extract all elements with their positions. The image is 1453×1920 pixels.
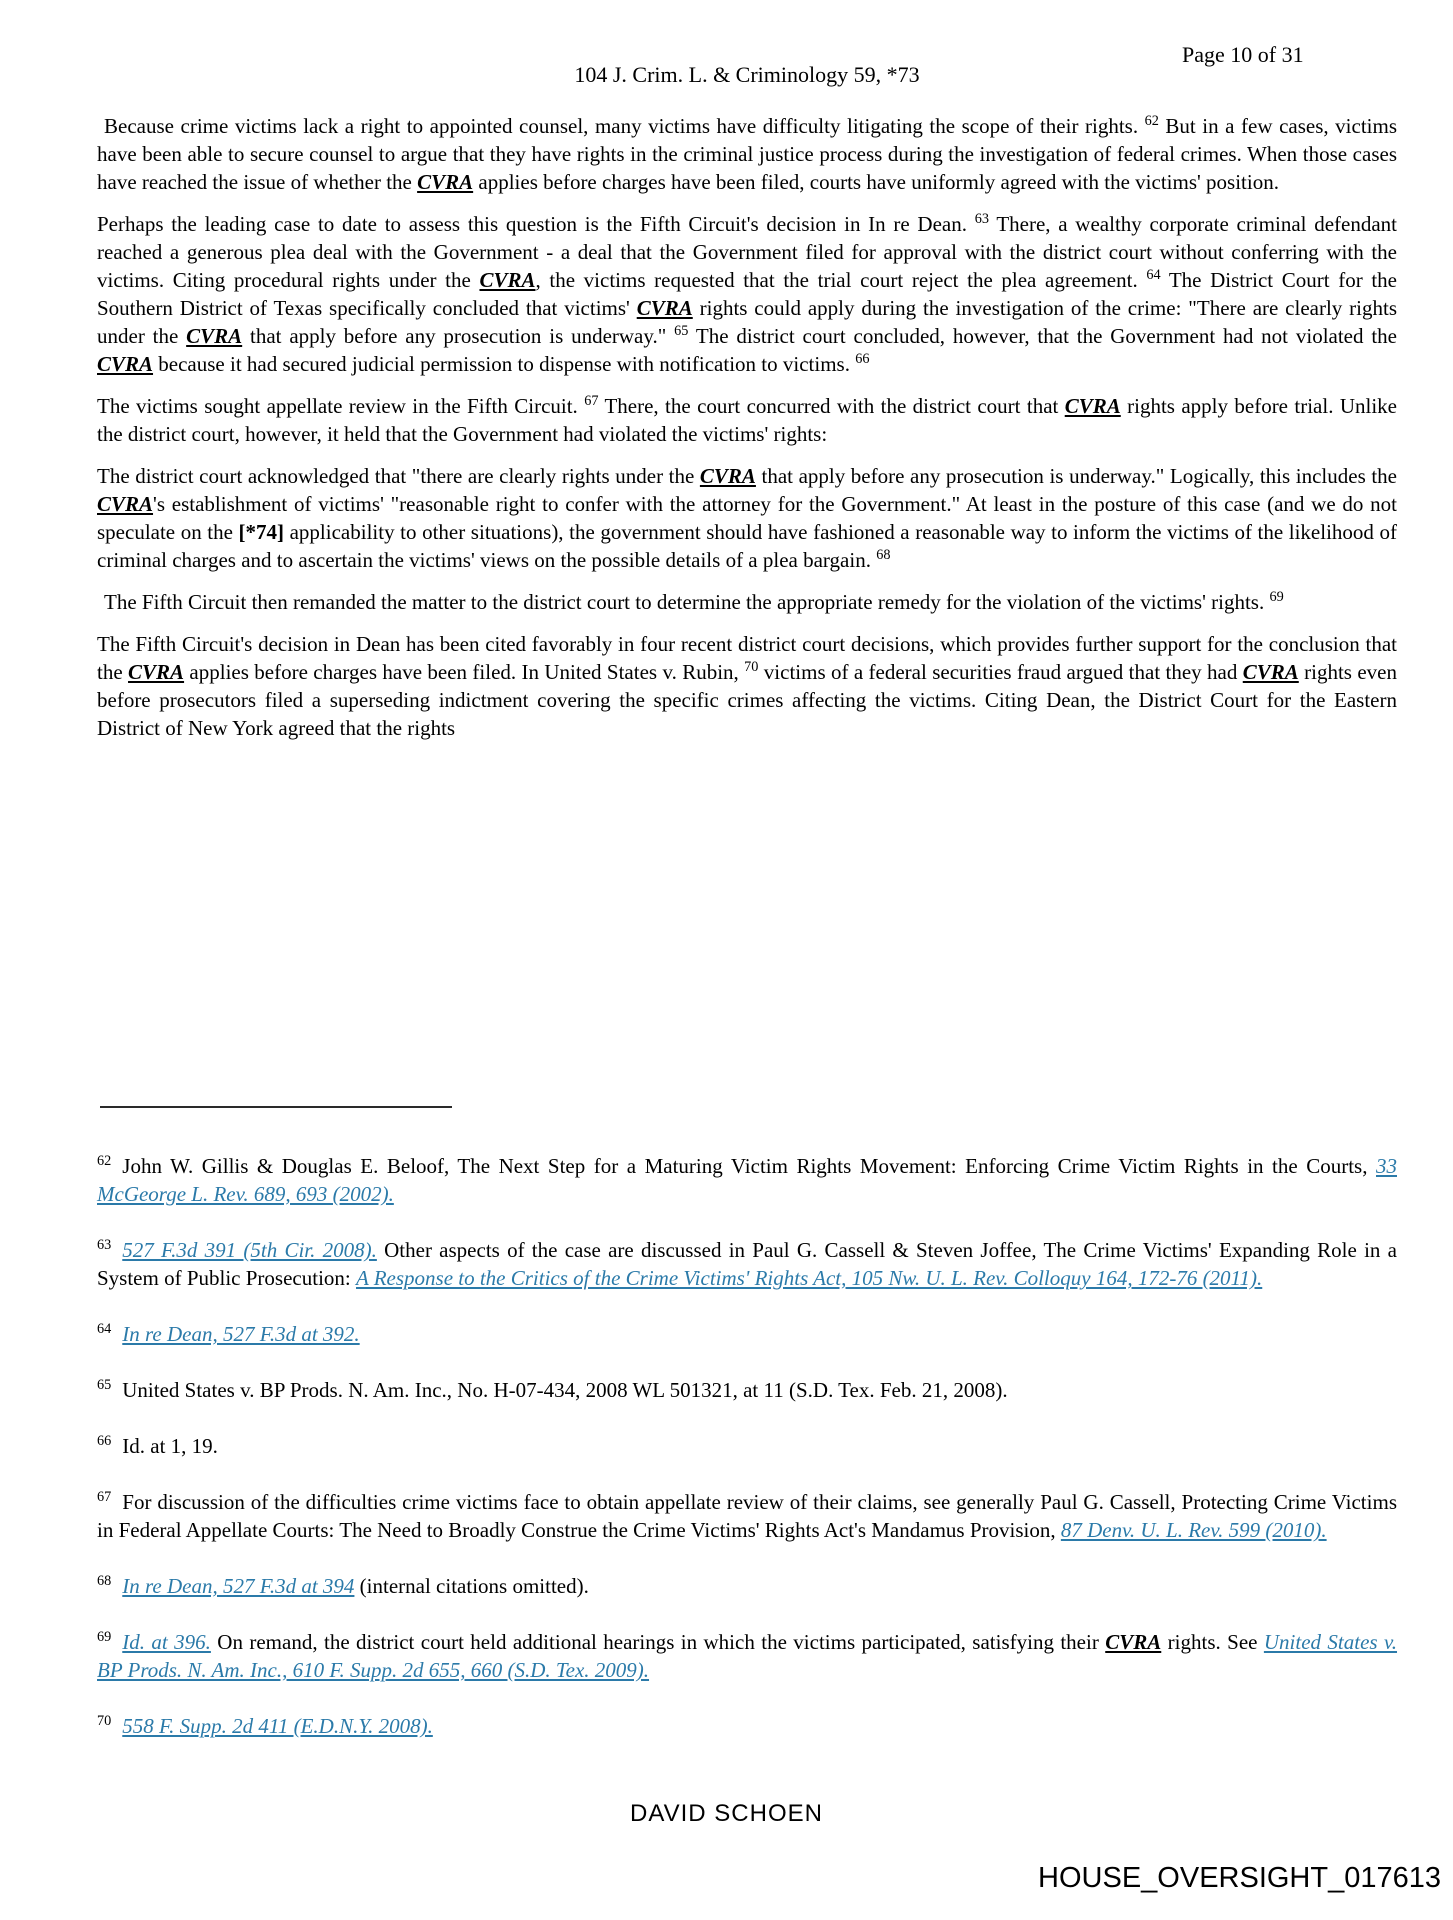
text-run: The District Court for the Southern District of Texas specifically concluded that victims' [97, 268, 1397, 320]
citation-link[interactable]: 87 Denv. U. L. Rev. 599 (2010). [1060, 1518, 1327, 1542]
text-run: The Fifth Circuit then remanded the matter to the district court to determine the appropriate remedy for the violation of the victims' rights. [104, 590, 1270, 614]
footnote-number-64[interactable]: 64 [97, 1321, 112, 1337]
footnote-67 [97, 1488, 1397, 1544]
document-body [97, 112, 1397, 756]
body-paragraph-4 [97, 462, 1397, 574]
footnote-ref-63[interactable]: 63 [974, 211, 989, 227]
text-run: because it had secured judicial permission to dispense with notification to victims. [153, 352, 856, 376]
citation-link[interactable]: Id. at 396. [122, 1630, 211, 1654]
footnote-number-63[interactable]: 63 [97, 1237, 112, 1253]
citation-link[interactable]: A Response to the Critics of the Crime Victims' Rights Act, 105 Nw. U. L. Rev. Colloquy 164, 172-76 (2011). [356, 1266, 1263, 1290]
footnote-number-69[interactable]: 69 [97, 1629, 112, 1645]
footnote-69 [97, 1628, 1397, 1684]
footnote-ref-65[interactable]: 65 [674, 323, 689, 339]
text-run: applicability to other situations), the government should have fashioned a reasonable way to inform the victims of the likelihood of criminal charges and to ascertain the victims' views on the possible details of a plea bargain. [97, 520, 1397, 572]
footnote-ref-67[interactable]: 67 [584, 393, 599, 409]
cvra-link[interactable]: CVRA [1242, 660, 1299, 684]
text-run: The district court concluded, however, that the Government had not violated the [688, 324, 1397, 348]
body-paragraph-2 [97, 210, 1397, 378]
text-run: Other aspects of the case are discussed in Paul G. Cassell & Steven Joffee, The Crime Victims' Expanding Role in a System of Public Prosecution: [97, 1238, 1397, 1290]
footnote-ref-69[interactable]: 69 [1269, 589, 1284, 605]
footnote-66 [97, 1432, 1397, 1460]
text-run: applies before charges have been filed, courts have uniformly agreed with the victims' position. [473, 170, 1279, 194]
cvra-link[interactable]: CVRA [1105, 1630, 1162, 1654]
footnote-number-70[interactable]: 70 [97, 1713, 112, 1729]
text-run: The Fifth Circuit's decision in Dean has been cited favorably in four recent district court decisions, which provides further support for the conclusion that the [97, 632, 1397, 684]
cvra-link[interactable]: CVRA [636, 296, 693, 320]
cvra-link[interactable]: CVRA [699, 464, 756, 488]
bates-stamp: HOUSE_OVERSIGHT_017613 [1038, 1862, 1441, 1894]
text-run: The district court acknowledged that "there are clearly rights under the [97, 464, 700, 488]
footnote-separator [100, 1106, 452, 1108]
text-run: There, a wealthy corporate criminal defendant reached a generous plea deal with the Government - a deal that the Government filed for approval with the district court without conferring with the victims. Citing procedural rights under the [97, 212, 1397, 292]
cvra-link[interactable]: CVRA [97, 492, 154, 516]
text-run: United States v. BP Prods. N. Am. Inc., No. H-07-434, 2008 WL 501321, at 11 (S.D. Tex. Feb. 21, 2008). [122, 1378, 1008, 1402]
footnote-65 [97, 1376, 1397, 1404]
text-run: (internal citations omitted). [354, 1574, 589, 1598]
footnote-63 [97, 1236, 1397, 1292]
citation-link[interactable]: 33 McGeorge L. Rev. 689, 693 (2002). [97, 1154, 1397, 1206]
author-stamp: DAVID SCHOEN [630, 1800, 823, 1827]
text-run: rights could apply during the investigation of the crime: "There are clearly rights under the [97, 296, 1398, 348]
footnote-number-66[interactable]: 66 [97, 1433, 112, 1449]
text-run: Id. at 1, 19. [122, 1434, 218, 1458]
text-run: rights apply before trial. Unlike the district court, however, it held that the Government had violated the victims' rights: [97, 394, 1397, 446]
text-run: Perhaps the leading case to date to assess this question is the Fifth Circuit's decision in In re Dean. [97, 212, 975, 236]
citation-header: 104 J. Crim. L. & Criminology 59, *73 [574, 62, 920, 87]
footnote-number-62[interactable]: 62 [97, 1153, 112, 1169]
footnote-64 [97, 1320, 1397, 1348]
citation-link[interactable]: In re Dean, 527 F.3d at 394 [122, 1574, 355, 1598]
text-run: There, the court concurred with the district court that [598, 394, 1065, 418]
citation-link[interactable]: 527 F.3d 391 (5th Cir. 2008). [122, 1238, 377, 1262]
citation-link[interactable]: United States v. BP Prods. N. Am. Inc., 610 F. Supp. 2d 655, 660 (S.D. Tex. 2009). [97, 1630, 1398, 1682]
text-run: , the victims requested that the trial court reject the plea agreement. [535, 268, 1147, 292]
text-run: John W. Gillis & Douglas E. Beloof, The Next Step for a Maturing Victim Rights Movement: Enforcing Crime Victim Rights in the Courts, [122, 1154, 1376, 1178]
text-run: The victims sought appellate review in the Fifth Circuit. [97, 394, 585, 418]
text-run: that apply before any prosecution is underway." Logically, this includes the [755, 464, 1397, 488]
text-run: applies before charges have been filed. In United States v. Rubin, [184, 660, 745, 684]
text-run: rights even before prosecutors filed a superseding indictment covering the specific crimes affecting the victims. Citing Dean, the District Court for the Eastern District of New York agreed that the rights [97, 660, 1397, 740]
page-indicator: Page 10 of 31 [1182, 42, 1304, 67]
page-marker: [*74] [238, 520, 285, 544]
footnote-70 [97, 1712, 1397, 1740]
body-paragraph-3 [97, 392, 1397, 448]
footnote-68 [97, 1572, 1397, 1600]
footnote-62 [97, 1152, 1397, 1208]
footnote-ref-64[interactable]: 64 [1146, 267, 1161, 283]
footnote-ref-68[interactable]: 68 [876, 547, 891, 563]
citation-link[interactable]: In re Dean, 527 F.3d at 392. [122, 1322, 360, 1346]
cvra-link[interactable]: CVRA [417, 170, 474, 194]
citation-link[interactable]: 558 F. Supp. 2d 411 (E.D.N.Y. 2008). [122, 1714, 433, 1738]
body-paragraph-5 [97, 588, 1397, 616]
footnote-ref-66[interactable]: 66 [855, 351, 870, 367]
cvra-link[interactable]: CVRA [186, 324, 243, 348]
text-run: Because crime victims lack a right to appointed counsel, many victims have difficulty litigating the scope of their rights. [104, 114, 1145, 138]
footnote-ref-62[interactable]: 62 [1144, 113, 1159, 129]
text-run: rights. See [1161, 1630, 1264, 1654]
text-run: victims of a federal securities fraud argued that they had [758, 660, 1243, 684]
cvra-link[interactable]: CVRA [97, 352, 154, 376]
text-run: On remand, the district court held additional hearings in which the victims participated, satisfying their [210, 1630, 1106, 1654]
footnote-ref-70[interactable]: 70 [744, 659, 759, 675]
text-run: But in a few cases, victims have been able to secure counsel to argue that they have rights in the criminal justice process during the investigation of federal crimes. When those cases have reached the issue of whether the [97, 114, 1397, 194]
footnotes-section [97, 1152, 1397, 1768]
cvra-link[interactable]: CVRA [1064, 394, 1121, 418]
body-paragraph-6 [97, 630, 1397, 742]
footnote-number-67[interactable]: 67 [97, 1489, 112, 1505]
body-paragraph-1 [97, 112, 1397, 196]
text-run: For discussion of the difficulties crime victims face to obtain appellate review of their claims, see generally Paul G. Cassell, Protecting Crime Victims in Federal Appellate Courts: The Need to Broadly Construe the Crime Victims' Rights Act's Mandamus Provision, [97, 1490, 1397, 1542]
cvra-link[interactable]: CVRA [128, 660, 185, 684]
footnote-number-65[interactable]: 65 [97, 1377, 112, 1393]
cvra-link[interactable]: CVRA [479, 268, 536, 292]
footnote-number-68[interactable]: 68 [97, 1573, 112, 1589]
text-run: 's establishment of victims' "reasonable right to confer with the attorney for the Government." At least in the posture of this case (and we do not speculate on the [97, 492, 1397, 544]
text-run: that apply before any prosecution is underway." [242, 324, 675, 348]
